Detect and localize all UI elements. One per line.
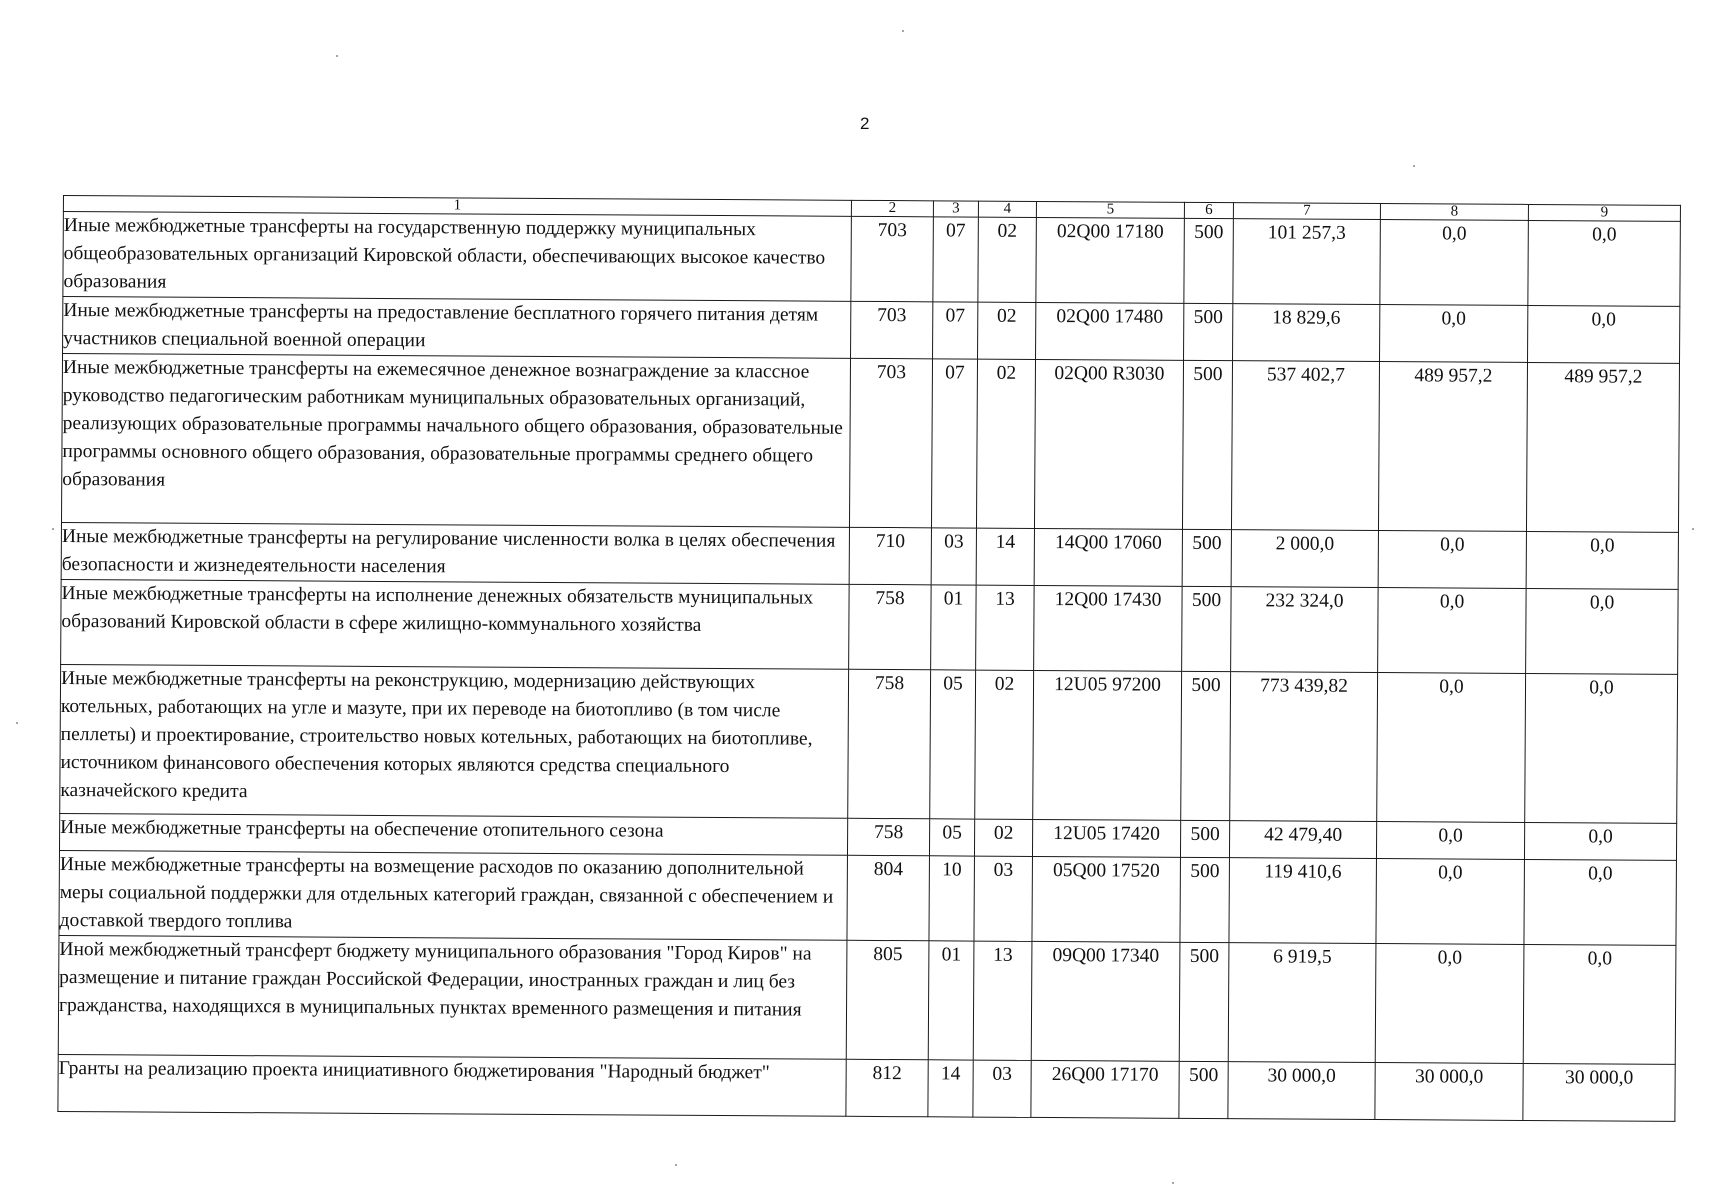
row-ministry-code: 710 (849, 527, 931, 584)
row-name: Иные межбюджетные трансферты на ежемесячное денежное вознаграждение за классное руководство педагогическим работникам муниципальных образовательных организаций, реализующих образовательные программы начального общего образования, образовательные программы основного общего образования, образовательные программы среднего общего образования (61, 354, 850, 528)
row-amount-9: 30 000,0 (1523, 1063, 1675, 1121)
scan-speck (336, 55, 338, 57)
row-amount-8: 0,0 (1377, 673, 1526, 823)
row-target-article: 02Q00 17480 (1036, 302, 1184, 360)
row-amount-7: 537 402,7 (1231, 361, 1379, 531)
row-section: 07 (933, 217, 979, 302)
scan-speck (1172, 1182, 1174, 1184)
header-cell-7: 7 (1233, 203, 1380, 220)
table-row (61, 579, 1678, 674)
row-amount-8: 0,0 (1376, 859, 1525, 945)
header-cell-8: 8 (1380, 204, 1528, 221)
row-amount-8: 0,0 (1380, 305, 1528, 363)
row-section: 10 (929, 856, 975, 941)
table-row (59, 850, 1676, 945)
table-row (63, 297, 1680, 364)
row-expense-type: 500 (1182, 529, 1231, 586)
row-name: Иные межбюджетные трансферты на возмещение расходов по оказанию дополнительной меры социальной поддержки для отдельных категорий граждан, связанной с обеспечением и доставкой твердого топлива (59, 850, 848, 940)
row-name: Иные межбюджетные трансферты на обеспечение отопительного сезона (59, 813, 847, 855)
row-section: 05 (929, 819, 974, 856)
header-cell-4: 4 (978, 201, 1036, 217)
row-amount-8: 0,0 (1378, 588, 1527, 674)
row-target-article: 12U05 17420 (1032, 819, 1180, 857)
row-ministry-code: 758 (849, 584, 932, 669)
row-name: Иные межбюджетные трансферты на государственную поддержку муниципальных общеобразовательных организаций Кировской области, обеспечивающих высокое качество образования (63, 212, 852, 302)
row-amount-9: 0,0 (1525, 673, 1678, 823)
row-name: Гранты на реализацию проекта инициативного бюджетирования "Народный бюджет" (58, 1054, 846, 1116)
row-target-article: 02Q00 17180 (1036, 217, 1185, 303)
header-cell-6: 6 (1184, 202, 1233, 218)
row-section: 05 (930, 670, 976, 819)
row-amount-7: 6 919,5 (1228, 943, 1376, 1063)
scan-speck (675, 1164, 677, 1166)
row-expense-type: 500 (1179, 942, 1229, 1061)
row-target-article: 12U05 97200 (1033, 670, 1182, 820)
row-name: Иные межбюджетные трансферты на предоставление бесплатного горячего питания детям участников специальной военной операции (63, 297, 851, 359)
row-ministry-code: 703 (851, 301, 933, 358)
row-amount-9: 0,0 (1526, 531, 1678, 589)
row-subsection: 02 (974, 819, 1032, 856)
row-ministry-code: 703 (851, 216, 934, 301)
header-cell-2: 2 (851, 200, 933, 217)
row-expense-type: 500 (1184, 218, 1234, 303)
row-target-article: 12Q00 17430 (1034, 585, 1183, 671)
table-row (61, 354, 1679, 533)
row-expense-type: 500 (1180, 820, 1229, 857)
row-amount-9: 0,0 (1524, 822, 1676, 860)
row-subsection: 03 (973, 1060, 1031, 1117)
row-amount-9: 0,0 (1528, 220, 1681, 306)
row-expense-type: 500 (1179, 1061, 1228, 1118)
row-amount-9: 0,0 (1528, 305, 1680, 363)
row-amount-7: 42 479,40 (1229, 821, 1376, 859)
scan-speck (52, 528, 54, 530)
scan-speck (1413, 165, 1415, 167)
row-subsection: 03 (974, 856, 1033, 941)
row-amount-9: 0,0 (1526, 588, 1679, 674)
row-subsection: 02 (975, 670, 1034, 819)
row-subsection: 02 (978, 217, 1037, 302)
row-amount-7: 2 000,0 (1231, 530, 1378, 588)
row-ministry-code: 812 (846, 1059, 928, 1116)
row-name: Иные межбюджетные трансферты на исполнение денежных обязательств муниципальных образований Кировской области в сфере жилищно-коммунального хозяйства (61, 579, 850, 669)
row-target-article: 09Q00 17340 (1031, 941, 1180, 1061)
row-name: Иные межбюджетные трансферты на реконструкцию, модернизацию действующих котельных, работающих на угле и мазуте, при их переводе на биотопливо (в том числе пеллеты) и проектирование, строительство новых котельных, работающих на биотопливе, источником финансового обеспечения которых являются средства специального казначейского кредита (60, 664, 849, 818)
row-section: 14 (928, 1060, 973, 1117)
page-number: 2 (860, 114, 870, 133)
scan-speck (902, 30, 904, 32)
row-amount-8: 0,0 (1380, 220, 1529, 306)
row-amount-8: 0,0 (1376, 822, 1524, 860)
row-subsection: 13 (976, 585, 1035, 670)
row-expense-type: 500 (1180, 857, 1230, 942)
header-cell-5: 5 (1036, 201, 1184, 218)
row-ministry-code: 805 (846, 940, 929, 1059)
row-section: 01 (931, 585, 977, 670)
row-amount-7: 101 257,3 (1233, 219, 1381, 305)
row-subsection: 02 (978, 302, 1036, 359)
row-amount-9: 0,0 (1524, 859, 1677, 945)
row-target-article: 02Q00 R3030 (1034, 359, 1183, 529)
row-amount-8: 489 957,2 (1378, 362, 1527, 532)
row-amount-7: 773 439,82 (1230, 672, 1378, 822)
budget-table (57, 195, 1681, 1122)
row-expense-type: 500 (1184, 303, 1233, 360)
row-amount-7: 30 000,0 (1228, 1062, 1375, 1120)
row-target-article: 14Q00 17060 (1034, 528, 1182, 586)
table-row (60, 664, 1678, 823)
row-ministry-code: 758 (847, 818, 929, 856)
row-amount-7: 232 324,0 (1231, 587, 1379, 673)
row-subsection: 02 (976, 359, 1035, 528)
row-subsection: 13 (973, 941, 1032, 1060)
table-row (58, 935, 1676, 1064)
row-amount-7: 18 829,6 (1233, 304, 1380, 362)
row-expense-type: 500 (1182, 586, 1232, 671)
row-expense-type: 500 (1181, 671, 1231, 820)
row-section: 03 (931, 528, 976, 585)
row-target-article: 05Q00 17520 (1032, 856, 1181, 942)
scan-speck (16, 722, 18, 724)
header-cell-1: 1 (63, 196, 851, 217)
table-row (61, 522, 1678, 589)
row-amount-9: 489 957,2 (1526, 362, 1679, 532)
table-row (63, 212, 1680, 307)
row-amount-8: 0,0 (1375, 944, 1524, 1064)
row-section: 07 (931, 359, 977, 528)
row-amount-7: 119 410,6 (1229, 858, 1377, 944)
row-expense-type: 500 (1182, 360, 1232, 529)
row-subsection: 14 (976, 528, 1034, 585)
row-target-article: 26Q00 17170 (1031, 1060, 1179, 1118)
scan-speck (1692, 528, 1694, 530)
row-amount-9: 0,0 (1523, 944, 1676, 1064)
row-ministry-code: 804 (847, 855, 930, 940)
row-amount-8: 30 000,0 (1375, 1063, 1523, 1121)
row-ministry-code: 703 (849, 358, 932, 527)
table-row (58, 1054, 1675, 1121)
row-name: Иные межбюджетные трансферты на регулирование численности волка в целях обеспечения безопасности и жизнедеятельности населения (61, 522, 849, 584)
row-section: 07 (933, 302, 978, 359)
header-cell-9: 9 (1528, 204, 1680, 221)
row-section: 01 (928, 941, 974, 1060)
row-ministry-code: 758 (848, 669, 931, 818)
row-name: Иной межбюджетный трансферт бюджету муниципального образования "Город Киров" на размещение и питание граждан Российской Федерации, иностранных граждан и лиц без гражданства, находящихся в муниципальных пунктах временного размещения и питания (58, 935, 847, 1059)
row-amount-8: 0,0 (1378, 531, 1526, 589)
header-cell-3: 3 (933, 201, 978, 217)
